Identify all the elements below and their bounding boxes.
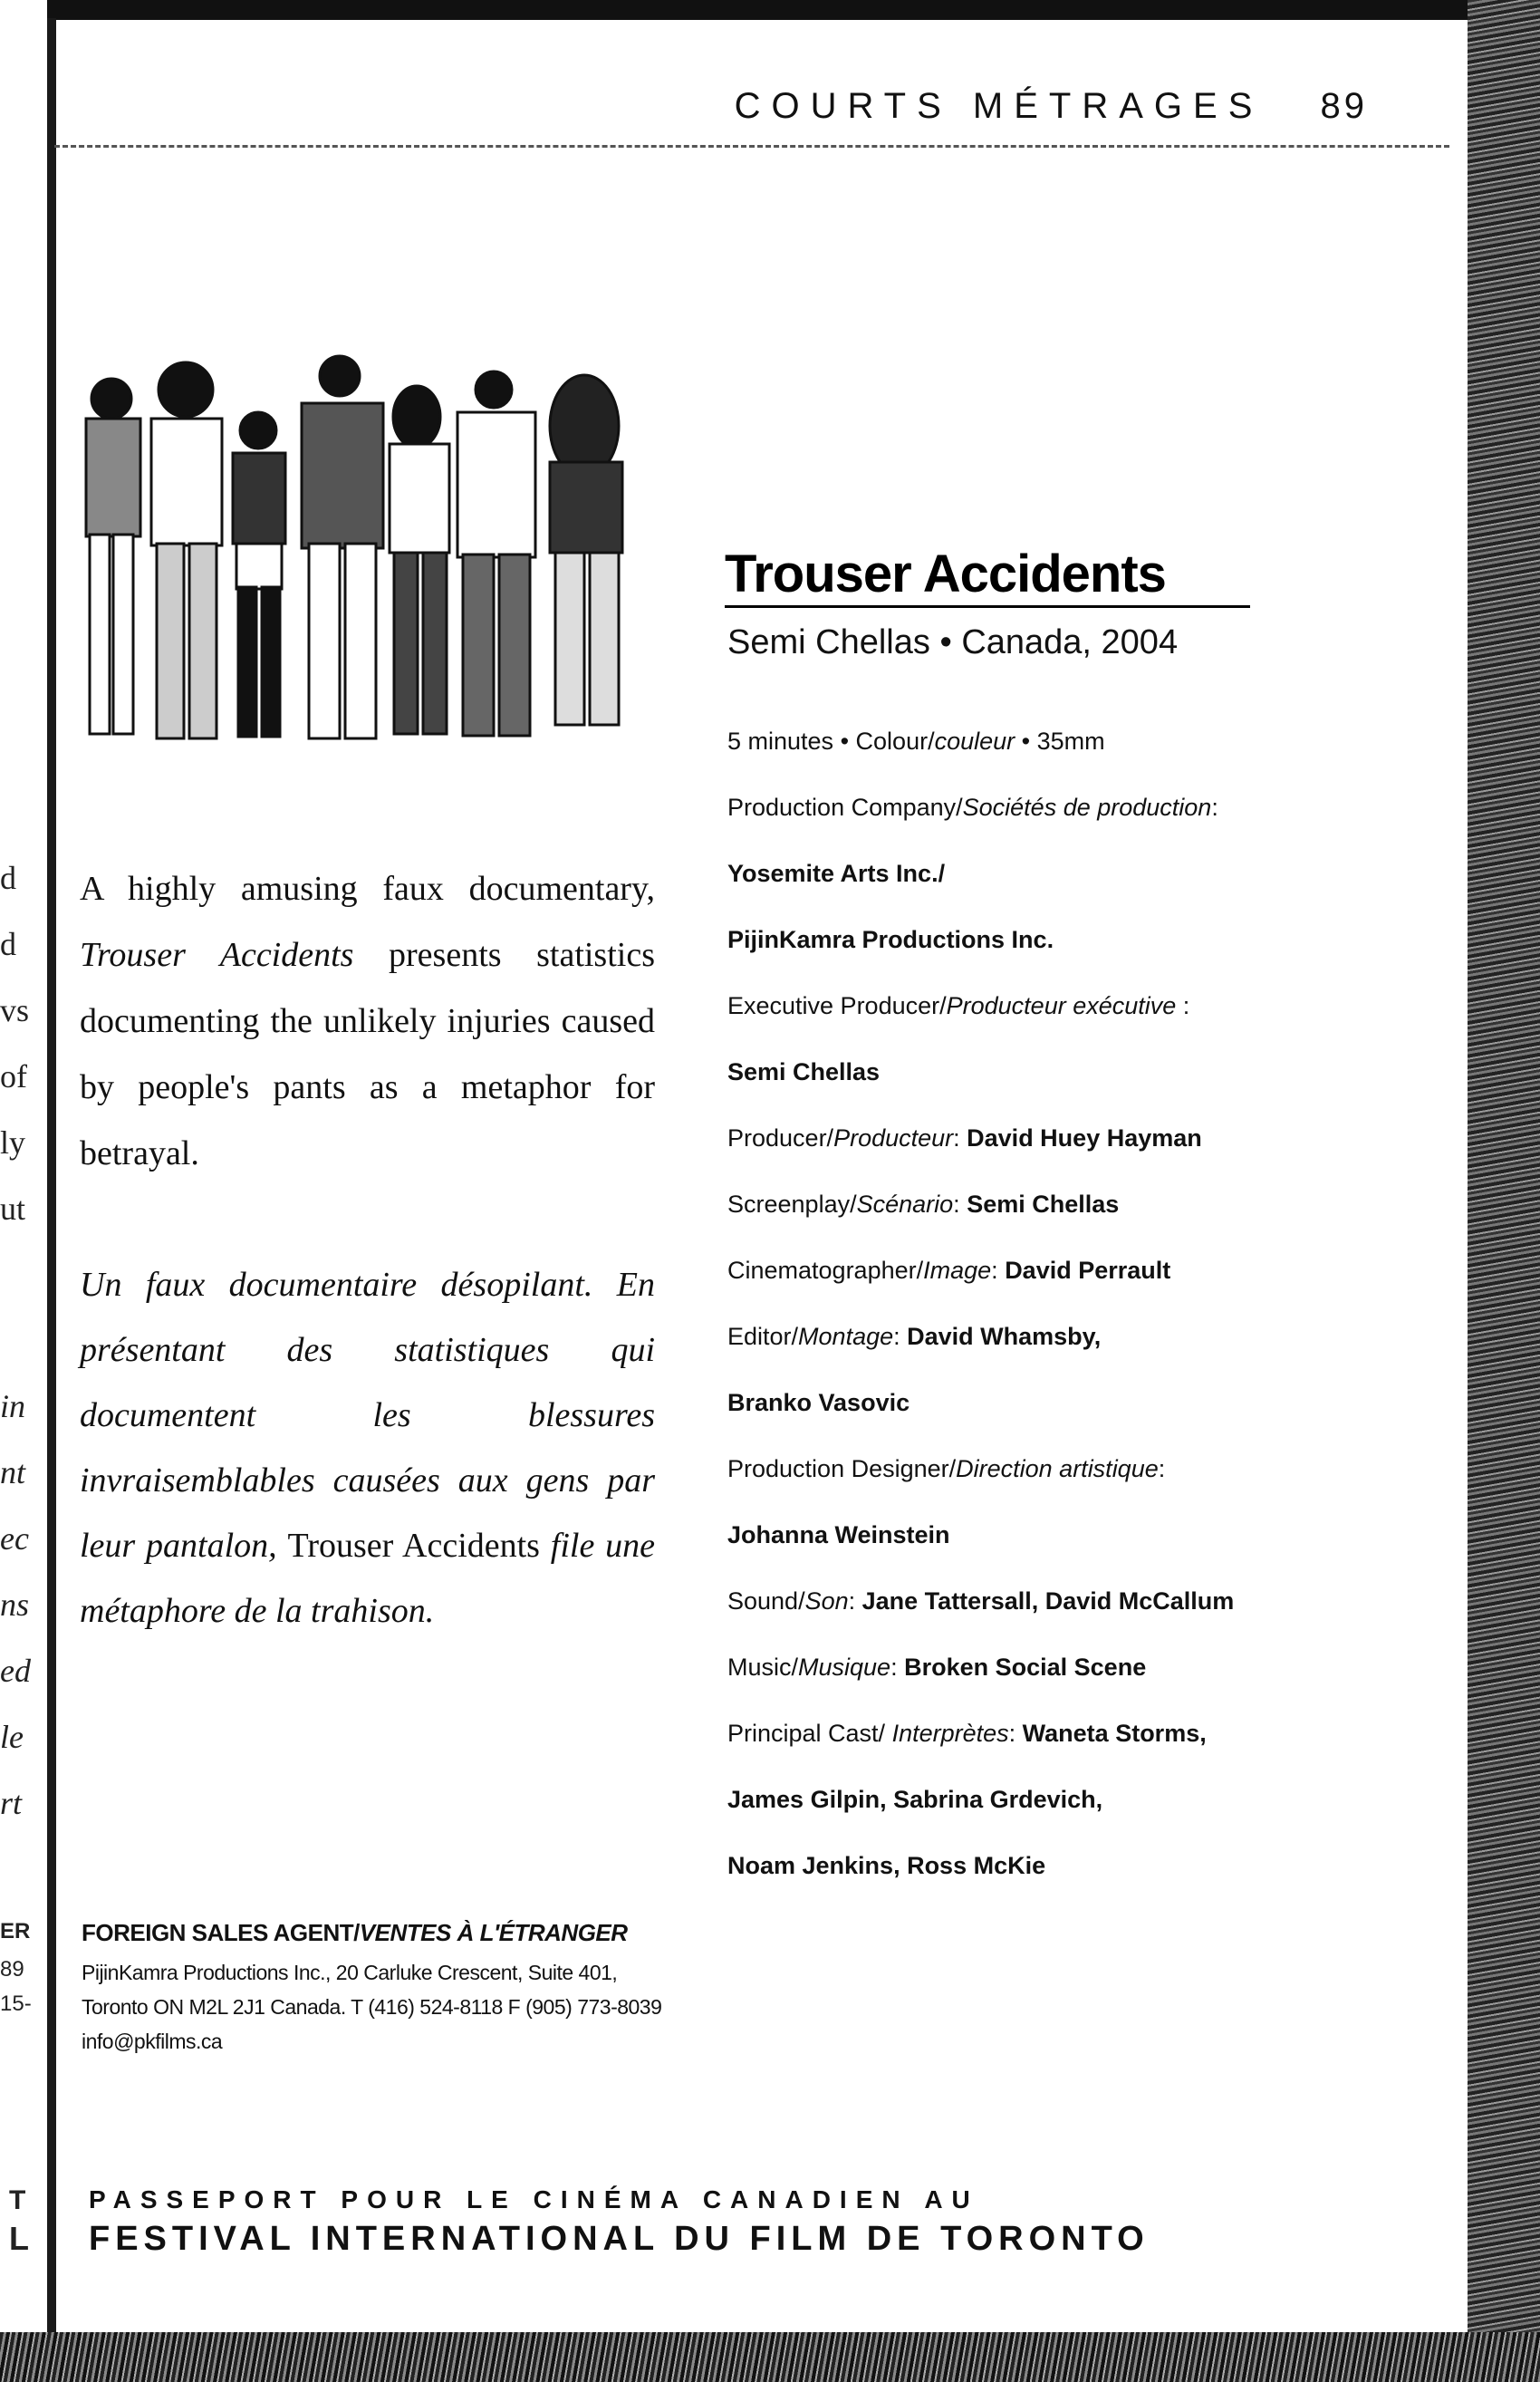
credit-separator: : — [1158, 1455, 1166, 1482]
synopsis-en-text-end: presents statistics documenting the unlikely injuries caused by people's pants as a metaphor for betrayal. — [80, 936, 655, 1172]
credit-name: Noam Jenkins, Ross McKie — [727, 1852, 1046, 1879]
page-top-edge — [0, 0, 1540, 20]
credit-name: Yosemite Arts Inc./ — [727, 860, 946, 887]
film-format: 35mm — [1036, 728, 1105, 755]
credit-name: Jane Tattersall, David McCallum — [861, 1587, 1235, 1615]
credit-role-fr: Producteur — [833, 1124, 954, 1152]
film-title: Trouser Accidents — [725, 545, 1166, 603]
credit-name: Johanna Weinstein — [727, 1521, 950, 1548]
credit-line — [727, 1585, 1362, 1651]
margin-fragment: vs — [0, 992, 30, 1028]
credit-line — [727, 1320, 1362, 1386]
margin-fragment: of — [0, 1058, 27, 1095]
colour-label: Colour/ — [855, 728, 935, 755]
credit-separator: : — [848, 1587, 862, 1615]
credit-name: Semi Chellas — [967, 1191, 1120, 1218]
margin-fragment: in — [0, 1388, 26, 1424]
margin-fragment: T — [9, 2185, 26, 2215]
colour-label-fr: couleur — [934, 728, 1015, 755]
synopsis-fr-text: Un faux documentaire désopilant. En présentant des statistiques qui documentent les blessures invraisemblables causées aux gens par leur pantalon, — [80, 1266, 655, 1565]
credit-line — [727, 1651, 1362, 1717]
footer-line-2: FESTIVAL INTERNATIONAL DU FILM DE TORONTO — [89, 2220, 1150, 2258]
synopsis-en-text: A highly amusing faux documentary, — [80, 870, 655, 908]
credit-role: Production Company/ — [727, 794, 963, 821]
credit-role: Screenplay/ — [727, 1191, 857, 1218]
credit-role: Production Designer/ — [727, 1455, 957, 1482]
bullet-separator: • — [939, 623, 962, 661]
duration: 5 minutes — [727, 728, 834, 755]
margin-fragment: ed — [0, 1653, 31, 1689]
credit-name: David Whamsby, — [907, 1323, 1102, 1350]
credit-name: David Perrault — [1005, 1257, 1171, 1284]
margin-fragment: 89 — [0, 1957, 24, 1982]
credit-line — [727, 1386, 1362, 1452]
margin-fragment: ut — [0, 1191, 26, 1227]
credit-name: Waneta Storms, — [1022, 1720, 1207, 1747]
credit-role-fr: Interprètes — [891, 1720, 1009, 1747]
credit-role: Editor/ — [727, 1323, 799, 1350]
credit-separator: : — [1211, 794, 1218, 821]
credit-line — [727, 1188, 1362, 1254]
credit-name: Broken Social Scene — [904, 1654, 1147, 1681]
credit-separator: : — [893, 1323, 908, 1350]
credit-line — [727, 791, 1362, 857]
credit-role-fr: Producteur exécutive — [946, 992, 1177, 1019]
margin-fragment: rt — [0, 1785, 23, 1821]
running-head — [507, 86, 1368, 127]
book-spine — [47, 18, 56, 2338]
credit-line — [727, 1849, 1362, 1915]
credit-role: Executive Producer/ — [727, 992, 947, 1019]
credit-separator: : — [991, 1257, 1006, 1284]
credit-role: Cinematographer/ — [727, 1257, 924, 1284]
credit-name: PijinKamra Productions Inc. — [727, 926, 1054, 953]
credit-name: Semi Chellas — [727, 1058, 881, 1085]
credit-name: David Huey Hayman — [967, 1124, 1202, 1152]
credit-role-fr: Sociétés de production — [962, 794, 1212, 821]
margin-fragment: ns — [0, 1586, 30, 1623]
credit-separator: : — [953, 1191, 967, 1218]
country-year: Canada, 2004 — [961, 623, 1179, 661]
title-underline — [725, 605, 1250, 608]
credit-line — [727, 1783, 1362, 1849]
credits-block — [727, 725, 1362, 1915]
credit-separator: : — [953, 1124, 967, 1152]
synopsis-fr-film-title: Trouser Accidents — [287, 1527, 540, 1565]
margin-fragment: 15- — [0, 1991, 32, 2016]
margin-fragment: d — [0, 926, 16, 962]
margin-fragment: ER — [0, 1919, 31, 1943]
film-byline — [727, 623, 1178, 662]
credit-separator: : — [1008, 1720, 1023, 1747]
margin-fragment: nt — [0, 1454, 26, 1490]
credit-role-fr: Son — [804, 1587, 849, 1615]
credit-line — [727, 1122, 1362, 1188]
synopsis-english — [80, 856, 655, 1187]
margin-fragment: d — [0, 860, 16, 896]
credit-role: Principal Cast/ — [727, 1720, 892, 1747]
margin-fragment: ly — [0, 1124, 26, 1161]
credit-line — [727, 1254, 1362, 1320]
credit-line — [727, 989, 1362, 1056]
credit-line — [727, 857, 1362, 923]
foreign-sales-contact — [82, 1955, 679, 2059]
credit-line — [727, 1717, 1362, 1783]
footer-line-1: PASSEPORT POUR LE CINÉMA CANADIEN AU — [89, 2185, 979, 2213]
page-right-edge — [1468, 0, 1540, 2382]
credit-role-fr: Montage — [798, 1323, 894, 1350]
credit-role: Sound/ — [727, 1587, 805, 1615]
section-title: COURTS MÉTRAGES — [734, 86, 1264, 126]
header-rule — [54, 145, 1449, 148]
credit-separator: : — [890, 1654, 905, 1681]
credit-role-fr: Scénario — [856, 1191, 954, 1218]
credit-list — [727, 791, 1362, 1915]
foreign-sales-heading: FOREIGN SALES AGENT/VENTES À L'ÉTRANGER — [82, 1919, 628, 1946]
credit-role: Producer/ — [727, 1124, 834, 1152]
synopsis-french — [80, 1252, 655, 1644]
synopsis-fr-text-end: file une métaphore de la trahison. — [80, 1527, 656, 1630]
sales-email: info@pkfilms.ca — [82, 2030, 223, 2053]
credit-role-fr: Musique — [798, 1654, 891, 1681]
credit-line — [727, 923, 1362, 989]
sales-address-line: Toronto ON M2L 2J1 Canada. T (416) 524-8118 F (905) 773-8039 — [82, 1995, 662, 2019]
credit-role: Music/ — [727, 1654, 799, 1681]
credit-line — [727, 1056, 1362, 1122]
credit-role-fr: Image — [923, 1257, 992, 1284]
page-bottom-edge — [0, 2332, 1540, 2382]
sales-address-line: PijinKamra Productions Inc., 20 Carluke Crescent, Suite 401, — [82, 1961, 618, 1984]
specs-line: 5 minutes • Colour/couleur • 35mm — [727, 728, 1105, 755]
credit-separator: : — [1176, 992, 1190, 1019]
credit-name: James Gilpin, Sabrina Grdevich, — [727, 1786, 1103, 1813]
margin-fragment: le — [0, 1719, 24, 1755]
director-name: Semi Chellas — [727, 623, 930, 661]
page-number: 89 — [1320, 86, 1368, 126]
film-still-image — [77, 353, 657, 770]
credit-line — [727, 1452, 1362, 1519]
margin-fragment: ec — [0, 1520, 29, 1557]
credit-name: Branko Vasovic — [727, 1389, 910, 1416]
margin-fragment: L — [9, 2220, 29, 2257]
credit-line — [727, 1519, 1362, 1585]
synopsis-en-film-title: Trouser Accidents — [80, 936, 354, 974]
credit-role-fr: Direction artistique — [956, 1455, 1159, 1482]
